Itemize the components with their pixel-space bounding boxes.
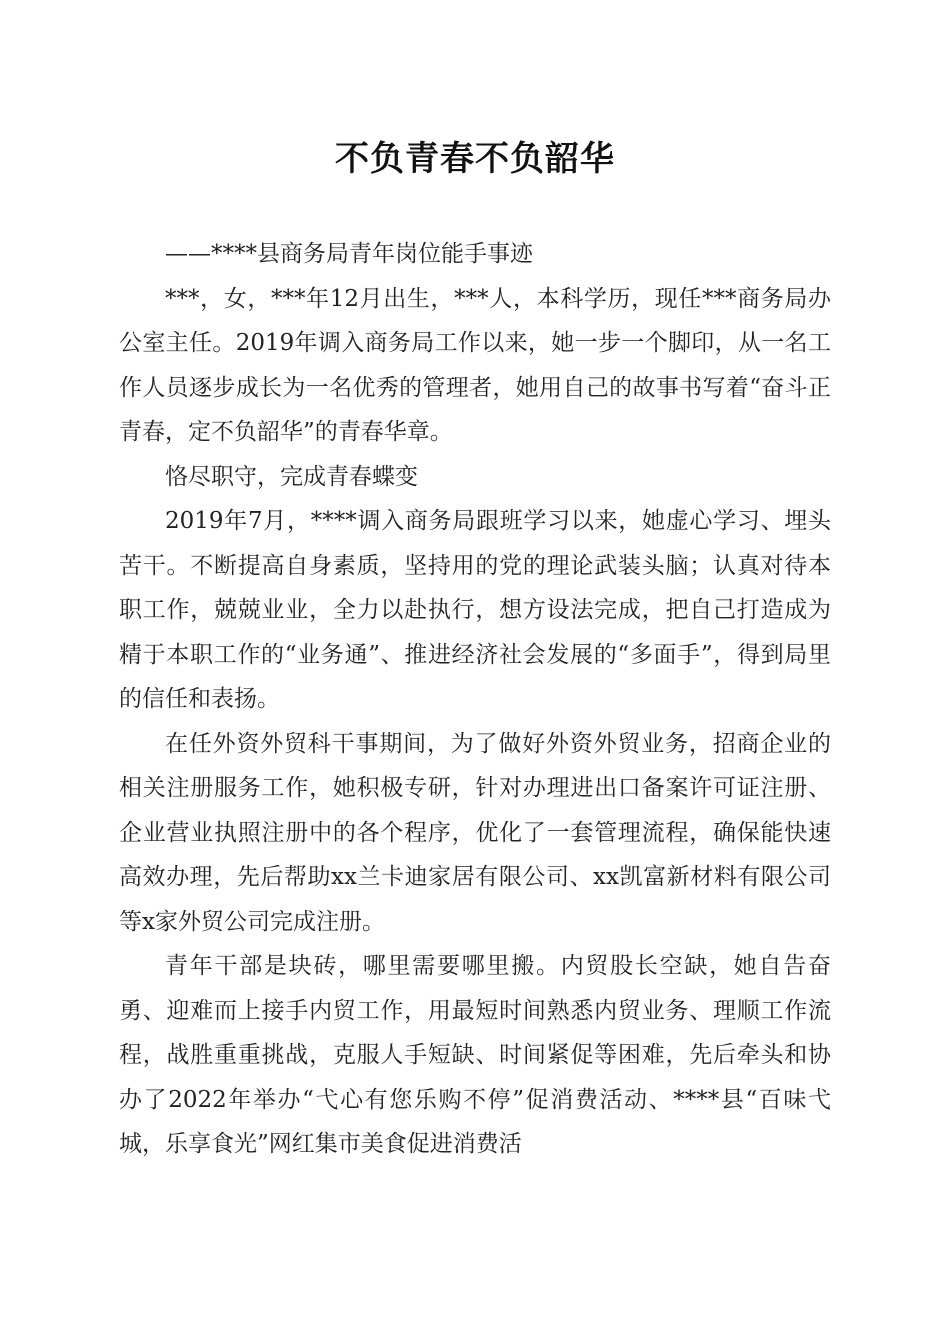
paragraph: 2019年7月，****调入商务局跟班学习以来，她虚心学习、埋头苦干。不断提高自身素质，坚持用的党的理论武装头脑；认真对待本职工作，兢兢业业，全力以赴执行，想方设法完成，把自己打造成为精于本职工作的“业务通”、推进经济社会发展的“多面手”，得到局里的信任和表扬。 <box>119 508 831 712</box>
paragraph-intro: ***，女，***年12月出生，***人，本科学历，现任***商务局办公室主任。2019年调入商务局工作以来，她一步一个脚印，从一名工作人员逐步成长为一名优秀的管理者，她用自己的故事书写着“奋斗正青春，定不负韶华”的青春华章。 <box>119 285 831 445</box>
paragraph: 青年干部是块砖，哪里需要哪里搬。内贸股长空缺，她自告奋勇、迎难而上接手内贸工作，用最短时间熟悉内贸业务、理顺工作流程，战胜重重挑战，克服人手短缺、时间紧促等困难，先后牵头和协办了2022年举办“弋心有您乐购不停”促消费活动、****县“百味弋城，乐享食光”网红集市美食促进消费活 <box>119 953 831 1157</box>
paragraph: 在任外资外贸科干事期间，为了做好外资外贸业务，招商企业的相关注册服务工作，她积极专研，针对办理进出口备案许可证注册、企业营业执照注册中的各个程序，优化了一套管理流程，确保能快速高效办理，先后帮助xx兰卡迪家居有限公司、xx凯富新材料有限公司等x家外贸公司完成注册。 <box>119 730 831 935</box>
document-title: 不负青春不负韶华 <box>335 139 615 179</box>
section-heading: 恪尽职守，完成青春蝶变 <box>165 463 418 490</box>
subtitle: ——****县商务局青年岗位能手事迹 <box>165 241 533 267</box>
document-body <box>119 232 831 1167</box>
